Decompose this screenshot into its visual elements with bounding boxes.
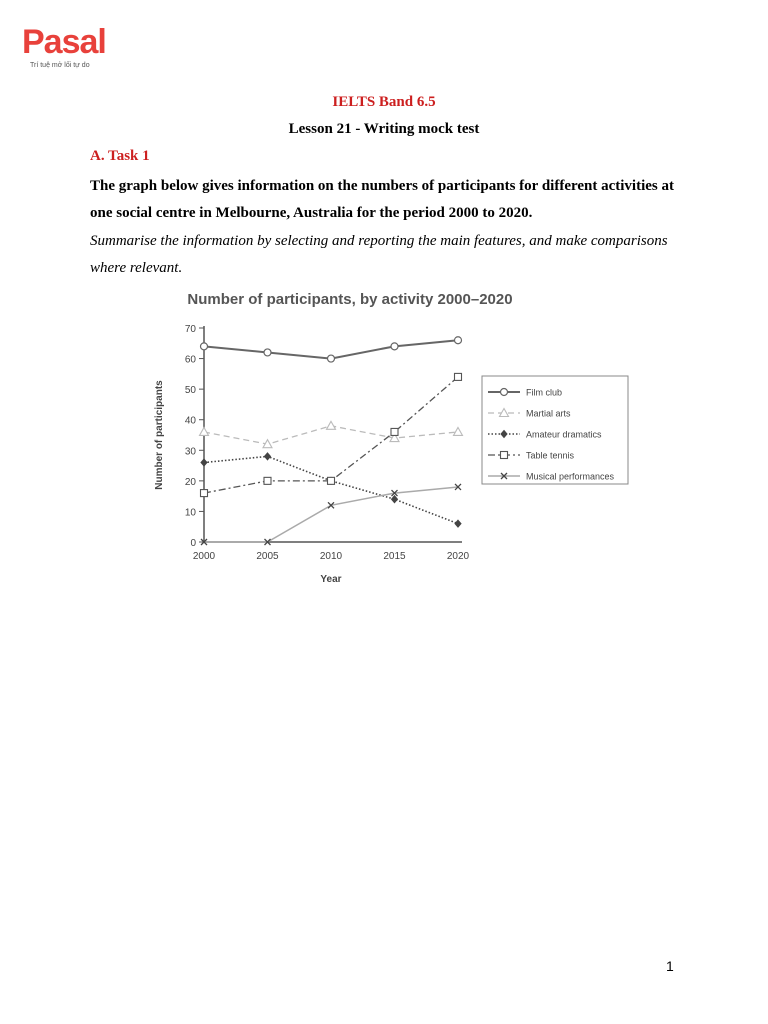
- page-number: 1: [666, 958, 674, 974]
- legend-label-film-club: Film club: [526, 387, 563, 398]
- film-club-point: [201, 343, 208, 350]
- document-title: IELTS Band 6.5: [332, 94, 436, 110]
- film-club-point: [391, 343, 398, 350]
- section-heading: A. Task 1: [90, 148, 150, 164]
- legend-label-amateur-dramatics: Amateur dramatics: [526, 429, 602, 440]
- martial-arts-point: [200, 427, 209, 435]
- legend-label-table-tennis: Table tennis: [526, 450, 575, 461]
- table-tennis-point: [328, 477, 335, 484]
- y-tick-label: 0: [190, 538, 196, 549]
- amateur-dramatics-point: [201, 459, 207, 466]
- table-tennis-point: [201, 490, 208, 497]
- task-prompt: The graph below gives information on the numbers of participants for different activities at one social centre in Melbourne, Australia for the period 2000 to 2020.: [90, 178, 674, 221]
- table-tennis-point: [264, 477, 271, 484]
- y-tick-label: 10: [184, 507, 196, 519]
- y-tick-label: 70: [184, 324, 196, 335]
- x-axis-label: Year: [320, 574, 342, 585]
- amateur-dramatics-point: [455, 520, 461, 527]
- legend-label-martial-arts: Martial arts: [526, 408, 571, 419]
- x-tick-label: 2015: [383, 551, 406, 562]
- y-tick-label: 40: [184, 415, 196, 427]
- film-club-point: [328, 355, 335, 362]
- x-tick-label: 2000: [192, 551, 216, 562]
- musical-performances-line: [204, 487, 458, 542]
- logo-wordmark: Pasal: [22, 23, 106, 61]
- martial-arts-point: [454, 427, 463, 435]
- participants-line-chart: [140, 282, 640, 597]
- table-tennis-point: [455, 373, 462, 380]
- legend-marker-film-club: [501, 389, 508, 396]
- table-tennis-point: [391, 428, 398, 435]
- x-tick-label: 2010: [319, 551, 343, 562]
- y-tick-label: 20: [184, 476, 196, 488]
- amateur-dramatics-point: [265, 453, 271, 460]
- y-tick-label: 60: [184, 354, 196, 366]
- legend-label-musical-performances: Musical performances: [526, 471, 615, 482]
- film-club-point: [264, 349, 271, 356]
- martial-arts-point: [327, 421, 336, 429]
- x-tick-label: 2005: [256, 551, 279, 562]
- logo-tagline: Trí tuệ mở lối tự do: [30, 62, 90, 69]
- x-tick-label: 2020: [446, 551, 470, 562]
- amateur-dramatics-point: [392, 496, 398, 503]
- y-tick-label: 30: [184, 446, 196, 458]
- chart-title: Number of participants, by activity 2000–2020: [187, 291, 513, 308]
- task-instruction: Summarise the information by selecting and reporting the main features, and make comparisons where relevant.: [90, 233, 668, 276]
- y-axis-label: Number of participants: [154, 380, 165, 490]
- pasal-logo: [22, 22, 132, 74]
- y-tick-label: 50: [184, 385, 196, 397]
- legend-marker-table-tennis: [501, 452, 508, 459]
- document-subtitle: Lesson 21 - Writing mock test: [288, 121, 480, 137]
- film-club-point: [455, 337, 462, 344]
